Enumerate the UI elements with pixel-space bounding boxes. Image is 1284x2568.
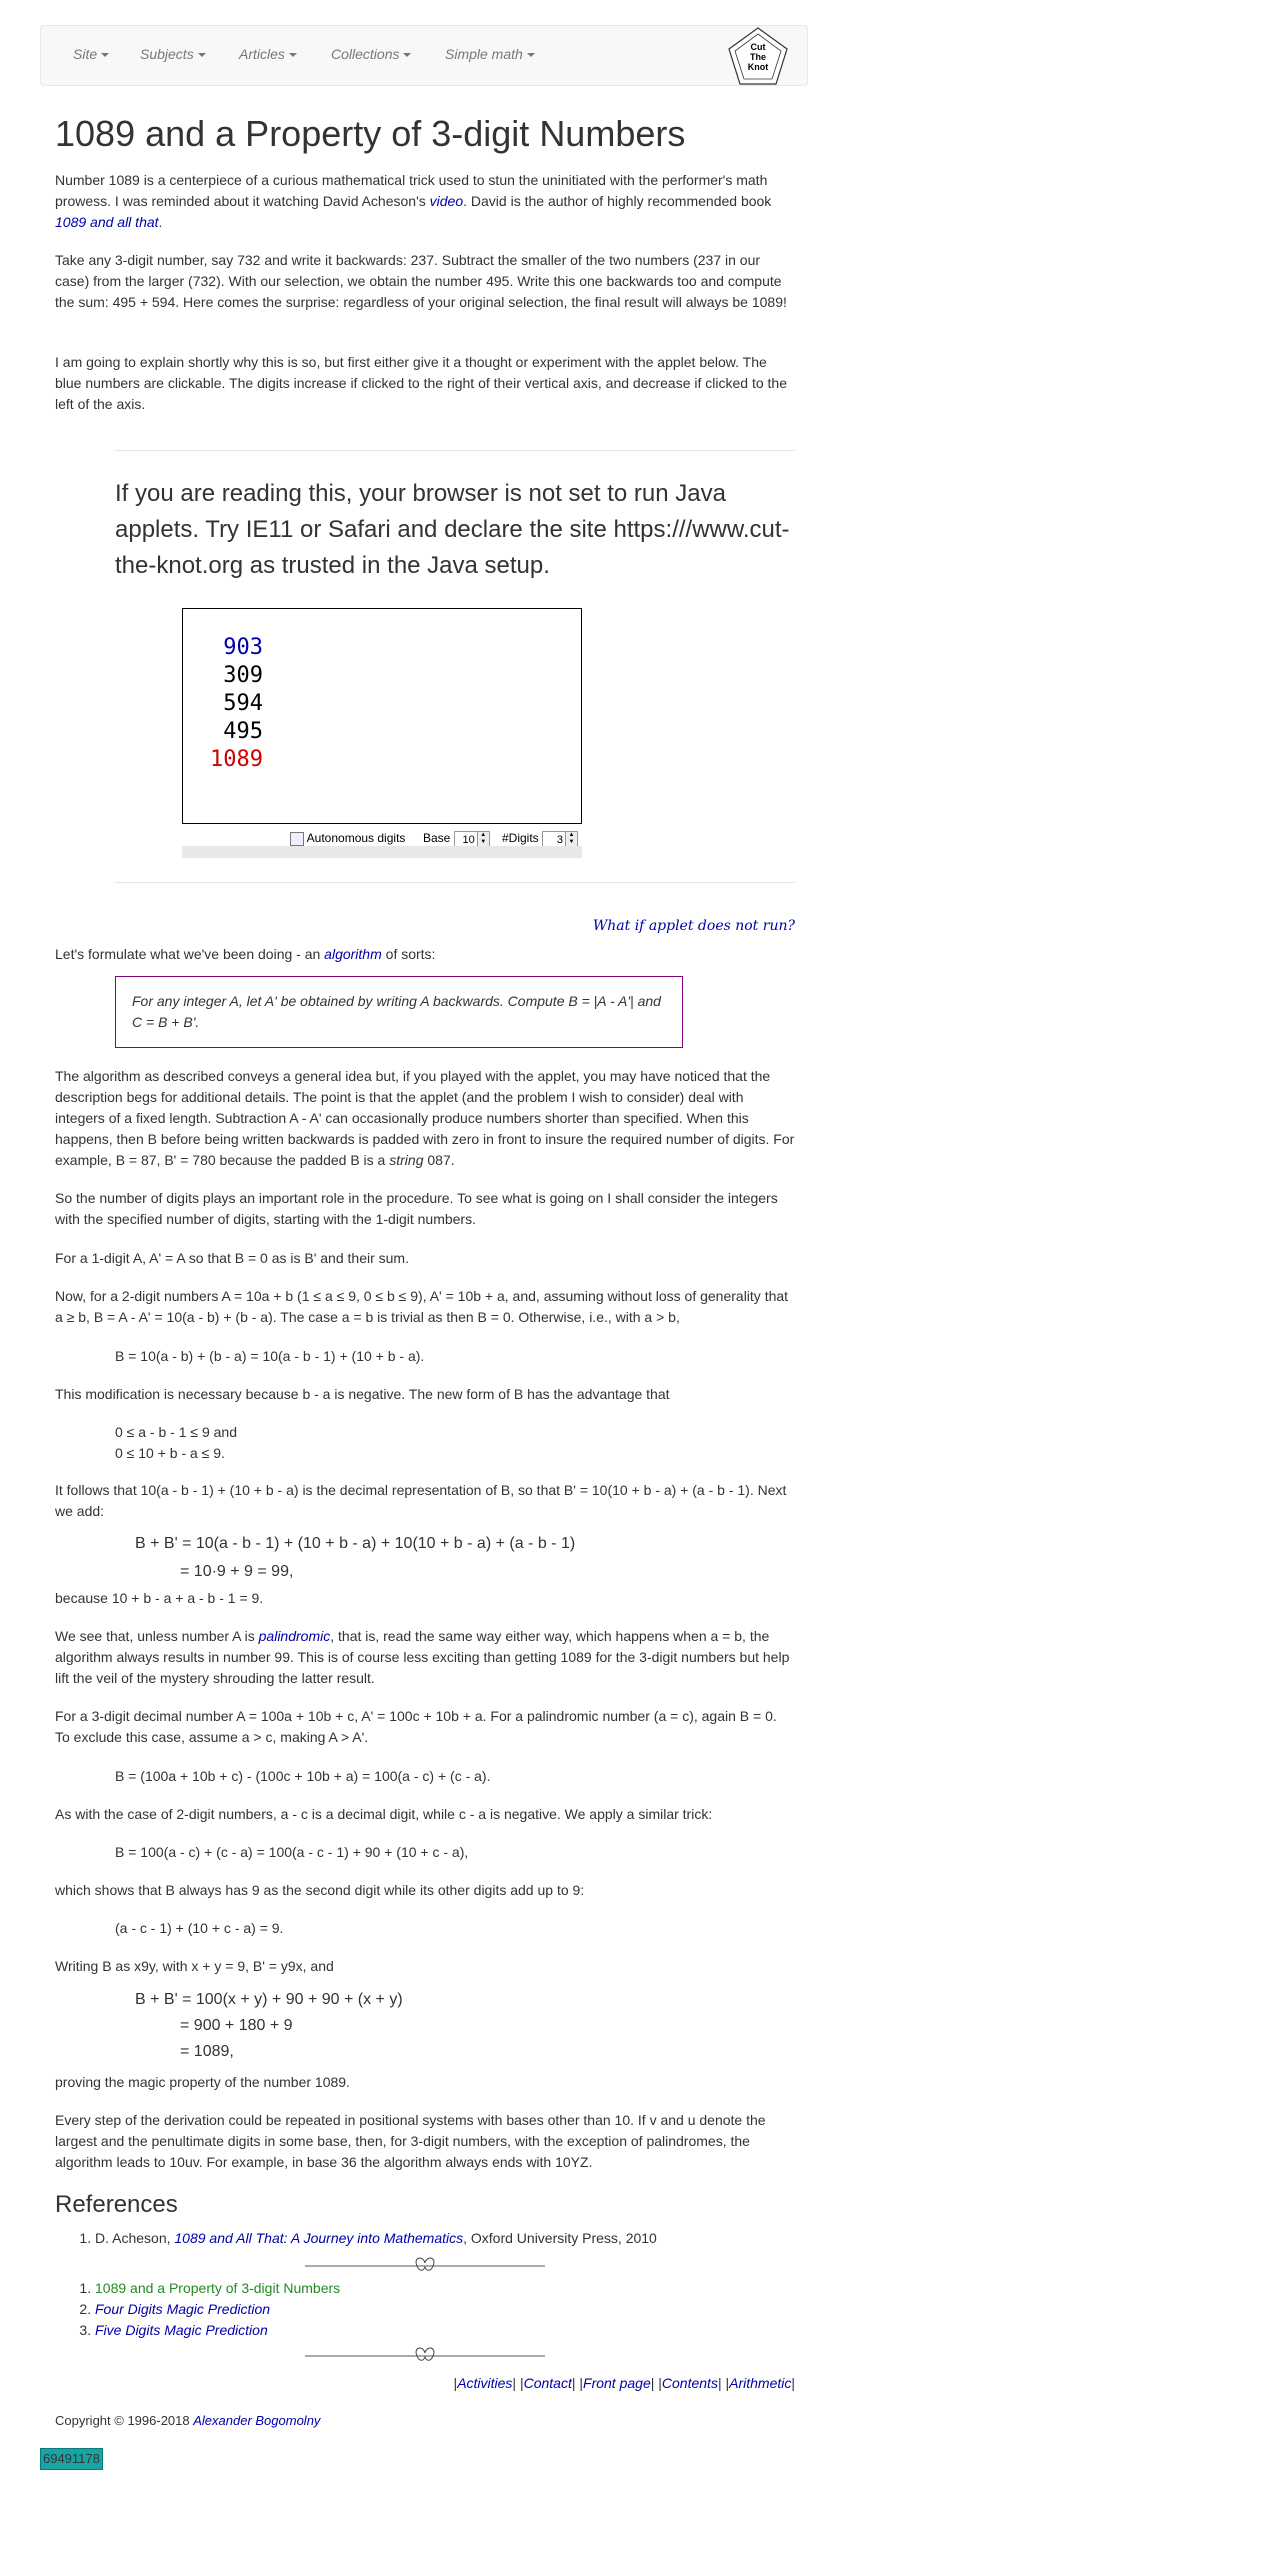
palindromic-paragraph [55, 1626, 795, 1689]
footer-link-contact[interactable]: Contact [523, 2375, 572, 2391]
formula-3-lhs: B + B' [135, 1535, 178, 1552]
nav-collections[interactable] [331, 44, 411, 65]
shows-paragraph: which shows that B always has 9 as the second digit while its other digits add up to 9: [55, 1882, 585, 1898]
footer-links: |Activities| |Contact| |Front page| |Contents| |Arithmetic| [453, 2375, 795, 2391]
formula-5: B = 100(a - c) + (c - a) = 100(a - c - 1) + 90 + (10 + c - a), [115, 1844, 469, 1860]
definition-box: For any integer A, let A' be obtained by writing A backwards. Compute B = |A - A'| and C = B + B'. [115, 976, 683, 1048]
algo-text-2: 087. [423, 1152, 455, 1168]
modification-paragraph: This modification is necessary because b - a is negative. The new form of B has the advantage that [55, 1386, 670, 1402]
chevron-down-icon [403, 53, 411, 57]
autonomous-checkbox[interactable] [290, 832, 304, 846]
digits-input[interactable]: 3 [542, 831, 566, 847]
intro-paragraph-2: Take any 3-digit number, say 732 and write it backwards: 237. Subtract the smaller of the two numbers (237 in our case) from the larger (732). With our selection, we obtain the number 495. Write this one backwards too and compute the sum: 495 + 594. Here comes the surprise: regardless of your original selection, the final result will always be 1089! [55, 252, 787, 310]
algorithm-link[interactable]: algorithm [324, 946, 382, 962]
intro-text-1: Number 1089 is a centerpiece of a curious mathematical trick used to stun the uninitiated with the performer's math prowess. I was reminded about it watching David Acheson's [55, 172, 768, 209]
formulate-paragraph [55, 944, 795, 965]
reversed-difference: 495 [223, 719, 263, 744]
five-digits-link[interactable]: Five Digits Magic Prediction [95, 2322, 268, 2338]
intro-text-2: . David is the author of highly recommended book [463, 193, 772, 209]
chevron-down-icon [289, 53, 297, 57]
writing-paragraph: Writing B as x9y, with x + y = 9, B' = y9x, and [55, 1958, 334, 1974]
ornament-divider [305, 2345, 545, 2363]
applet-area[interactable] [182, 608, 582, 824]
applet-scrollbar [182, 846, 582, 858]
logo-line-1: Cut [750, 42, 766, 52]
formula-2b: 0 ≤ 10 + b - a ≤ 9. [115, 1445, 225, 1461]
algo-em: string [389, 1152, 424, 1168]
related-current: 1089 and a Property of 3-digit Numbers [95, 2280, 341, 2296]
four-digits-link[interactable]: Four Digits Magic Prediction [95, 2301, 271, 2317]
references-list [55, 2228, 835, 2249]
follows-paragraph: It follows that 10(a - b - 1) + (10 + b - a) is the decimal representation of B, so that B' = 10(10 + b - a) + (a - b - 1). Next we add: [55, 1482, 787, 1519]
visit-counter: 69491178 [40, 2448, 103, 2470]
navbar [40, 25, 808, 86]
divider [115, 450, 795, 451]
formula-3-line-2: = 10·9 + 9 = 99, [180, 1563, 294, 1580]
reference-item [95, 2228, 835, 2249]
two-digit-paragraph: Now, for a 2-digit numbers A = 10a + b (1 ≤ a ≤ 9, 0 ≤ b ≤ 9), A' = 10b + a, and, assuming without loss of generality that a ≥ b, B = A - A' = 10(a - b) + (b - a). The case a = b is trivial as then B = 0. Otherwise, i.e., with a > b, [55, 1288, 789, 1325]
digits-stepper[interactable]: ▲ ▼ [566, 831, 578, 847]
references-heading: References [55, 2191, 178, 2218]
intro-paragraph-1 [55, 170, 795, 233]
every-step-paragraph: Every step of the derivation could be repeated in positional systems with bases other than 10. If v and u denote the largest and the penultimate digits in some base, then, for 3-digit numbers, with the exception of palindromes, the algorithm leads to 10uv. For example, in base 36 the algorithm always ends with 10YZ. [55, 2112, 766, 2170]
logo-line-3: Knot [747, 62, 769, 72]
formula-3 [135, 1532, 575, 1556]
ref1-text-2: , Oxford University Press, 2010 [463, 2230, 657, 2246]
pal-text-1: We see that, unless number A is [55, 1628, 259, 1644]
footer-link-contents[interactable]: Contents [661, 2375, 718, 2391]
digits-label: #Digits [502, 831, 539, 845]
nav-articles[interactable] [239, 44, 297, 65]
nav-subjects[interactable] [140, 44, 206, 65]
chevron-down-icon [101, 53, 109, 57]
intro-text-3: . [158, 214, 163, 230]
formula-4: B = (100a + 10b + c) - (100c + 10b + a) = 100(a - c) + (c - a). [115, 1768, 491, 1784]
footer-link-front-page[interactable]: Front page [583, 2375, 651, 2391]
related-item-3 [95, 2320, 835, 2341]
ornament-divider [305, 2255, 545, 2273]
base-label: Base [423, 831, 451, 845]
difference-number: 594 [223, 691, 263, 716]
base-input[interactable]: 10 [454, 831, 478, 847]
logo-line-2: The [749, 52, 767, 62]
formulate-text-2: of sorts: [381, 946, 436, 962]
author-link[interactable]: Alexander Bogomolny [193, 2413, 321, 2428]
formulate-text-1: Let's formulate what we've been doing - an [55, 946, 325, 962]
formula-1: B = 10(a - b) + (b - a) = 10(a - b - 1) + (10 + b - a). [115, 1348, 425, 1364]
divider [115, 882, 795, 883]
nav-simple-math-label: Simple math [445, 46, 523, 62]
base-stepper[interactable]: ▲ ▼ [478, 831, 490, 847]
related-list [55, 2278, 835, 2341]
formula-7-lhs: B + B' [135, 1991, 178, 2008]
footer-link-arithmetic[interactable]: Arithmetic [729, 2375, 792, 2391]
related-item-current [95, 2278, 835, 2299]
nav-simple-math[interactable] [445, 44, 535, 65]
result-number: 1089 [210, 747, 263, 772]
cut-the-knot-logo[interactable] [726, 26, 790, 90]
formula-7-line-1: = 100(x + y) + 90 + 90 + (x + y) [182, 1991, 403, 2008]
nav-site-label: Site [73, 46, 98, 62]
video-link[interactable]: video [429, 193, 464, 209]
formula-6: (a - c - 1) + (10 + c - a) = 9. [115, 1920, 284, 1936]
input-number[interactable]: 903 [223, 635, 263, 660]
page-title: 1089 and a Property of 3-digit Numbers [55, 113, 686, 154]
applet-help-link[interactable]: What if applet does not run? [592, 918, 795, 934]
formula-7-line-3: = 1089, [180, 2043, 234, 2060]
copyright [55, 2410, 795, 2431]
applet-controls [182, 826, 582, 846]
ref1-link[interactable]: 1089 and All That: A Journey into Mathematics [174, 2230, 464, 2246]
proving-paragraph: proving the magic property of the number 1089. [55, 2074, 350, 2090]
autonomous-label: Autonomous digits [306, 831, 406, 845]
algo-text-1: The algorithm as described conveys a general idea but, if you played with the applet, you may have noticed that the description begs for additional details. The point is that the applet (and the problem I wish to consider) deal with integers of a fixed length. Subtraction A - A' can occasionally produce numbers shorter than specified. When this happens, then B before being written backwards is padded with zero in front to insure the required number of digits. For example, B = 87, B' = 780 because the padded B is a [55, 1068, 795, 1168]
formula-7 [135, 1988, 403, 2012]
formula-7-line-2: = 900 + 180 + 9 [180, 2017, 293, 2034]
formula-2a: 0 ≤ a - b - 1 ≤ 9 and [115, 1424, 237, 1440]
java-warning: If you are reading this, your browser is not set to run Java applets. Try IE11 or Safari and declare the site https:///www.cut-the-knot.org as trusted in the Java setup. [115, 480, 790, 579]
nav-articles-label: Articles [239, 46, 285, 62]
book-link[interactable]: 1089 and all that [55, 214, 159, 230]
pal-text-2: , that is, read the same way either way, which happens when a = b, the algorithm always results in number 99. This is of course less exciting than getting 1089 for the 3-digit numbers but help lift the veil of the mystery shrouding the latter result. [55, 1628, 790, 1686]
one-digit-paragraph: For a 1-digit A, A' = A so that B = 0 as is B' and their sum. [55, 1250, 409, 1266]
reversed-number: 309 [223, 663, 263, 688]
because-paragraph: because 10 + b - a + a - b - 1 = 9. [55, 1590, 264, 1606]
nav-collections-label: Collections [331, 46, 400, 62]
chevron-down-icon [198, 53, 206, 57]
ref1-text-1: D. Acheson, [95, 2230, 175, 2246]
digits-paragraph: So the number of digits plays an important role in the procedure. To see what is going on I shall consider the integers with the specified number of digits, starting with the 1-digit numbers. [55, 1190, 778, 1227]
algorithm-paragraph [55, 1066, 795, 1171]
formula-3-line-1: = 10(a - b - 1) + (10 + b - a) + 10(10 + b - a) + (a - b - 1) [182, 1535, 576, 1552]
case2-paragraph: As with the case of 2-digit numbers, a - c is a decimal digit, while c - a is negative. We apply a similar trick: [55, 1806, 713, 1822]
copyright-text: Copyright © 1996-2018 [55, 2413, 194, 2428]
nav-subjects-label: Subjects [140, 46, 194, 62]
related-item-2 [95, 2299, 835, 2320]
palindromic-link[interactable]: palindromic [258, 1628, 331, 1644]
chevron-down-icon [527, 53, 535, 57]
footer-link-activities[interactable]: Activities [457, 2375, 513, 2391]
three-digit-paragraph: For a 3-digit decimal number A = 100a + 10b + c, A' = 100c + 10b + a. For a palindromic number (a = c), again B = 0. To exclude this case, assume a > c, making A > A'. [55, 1708, 777, 1745]
nav-site[interactable] [73, 44, 109, 65]
intro-paragraph-3: I am going to explain shortly why this is so, but first either give it a thought or experiment with the applet below. The blue numbers are clickable. The digits increase if clicked to the right of their vertical axis, and decrease if clicked to the left of the axis. [55, 354, 787, 412]
